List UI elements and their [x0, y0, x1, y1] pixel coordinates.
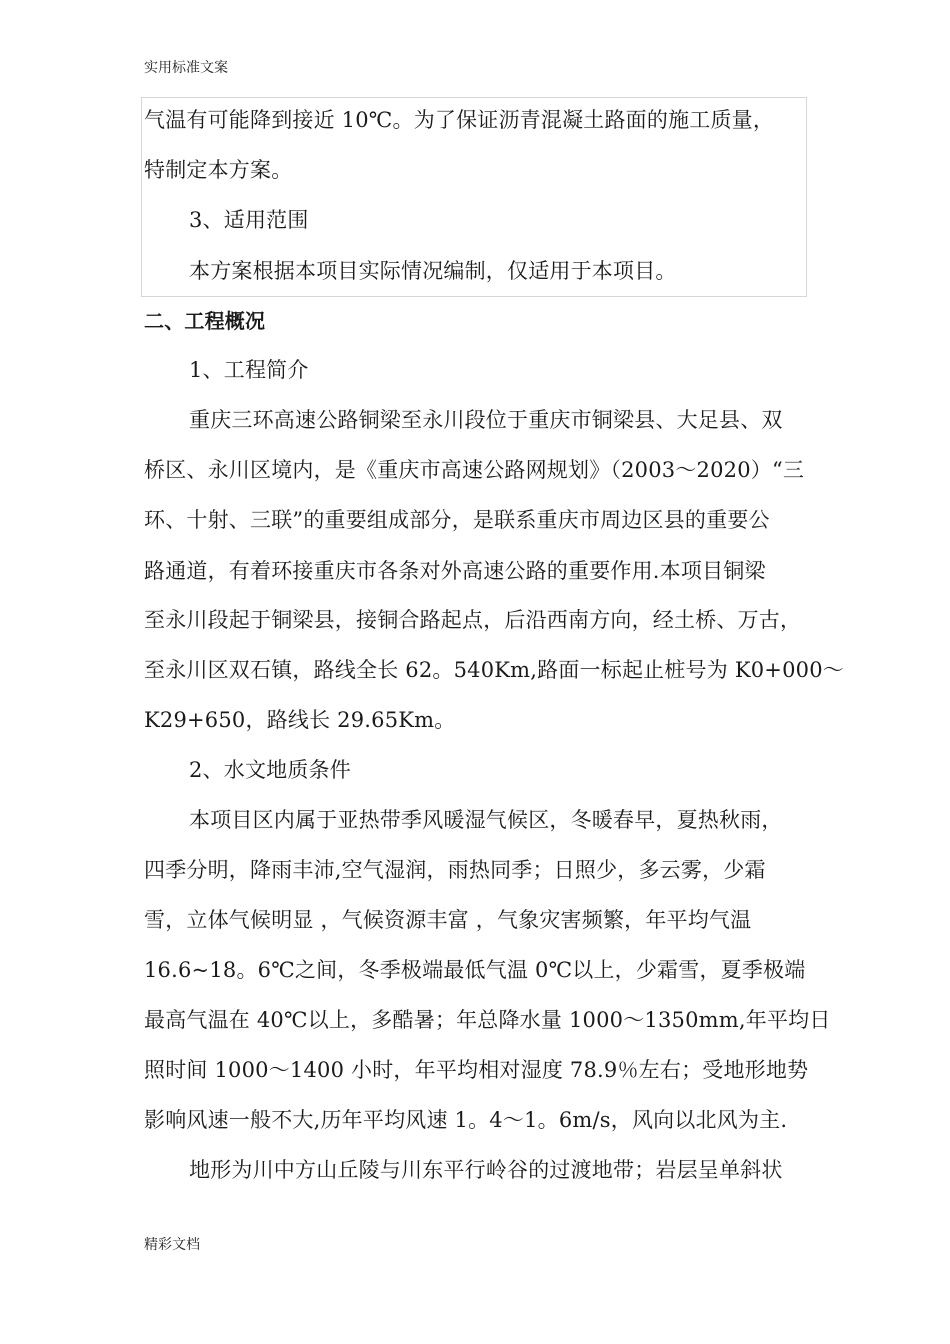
- subsection-title: 1、工程简介: [189, 358, 309, 382]
- paragraph-line: 重庆三环高速公路铜梁至永川段位于重庆市铜梁县、大足县、双: [189, 408, 783, 432]
- paragraph-line: 雪，立体气候明显 ，气候资源丰富 ，气象灾害频繁，年平均气温: [144, 908, 752, 932]
- paragraph-line: 桥区、永川区境内，是《重庆市高速公路网规划》（2003～2020）“三: [144, 458, 805, 482]
- paragraph-line: 特制定本方案。: [144, 158, 293, 182]
- page-footer: 精彩文档: [144, 1237, 200, 1253]
- paragraph-line: 气温有可能降到接近 10℃。为了保证沥青混凝土路面的施工质量，: [144, 108, 775, 132]
- paragraph-line: 四季分明，降雨丰沛,空气湿润，雨热同季；日照少，多云雾，少霜: [144, 858, 766, 882]
- subsection-title-scope: 3、适用范围: [189, 208, 309, 232]
- paragraph-line: 最高气温在 40℃以上，多酷暑；年总降水量 1000～1350mm,年平均日: [144, 1008, 831, 1032]
- paragraph-line: 至永川段起于铜梁县，接铜合路起点，后沿西南方向，经土桥、万古，: [144, 608, 802, 632]
- paragraph-line: 地形为川中方山丘陵与川东平行岭谷的过渡地带；岩层呈单斜状: [189, 1158, 783, 1182]
- paragraph-line: 环、十射、三联”的重要组成部分，是联系重庆市周边区县的重要公: [144, 508, 770, 532]
- paragraph-line: 16.6~18。6℃之间，冬季极端最低气温 0℃以上，少霜雪，夏季极端: [144, 958, 806, 982]
- paragraph-line: 至永川区双石镇，路线全长 62。540Km,路面一标起止桩号为 K0+000～: [144, 658, 844, 682]
- section-heading: 二、工程概况: [144, 309, 266, 333]
- paragraph-line: 本方案根据本项目实际情况编制，仅适用于本项目。: [189, 259, 677, 283]
- paragraph-line: K29+650，路线长 29.65Km。: [144, 708, 456, 732]
- subsection-title: 2、水文地质条件: [189, 758, 351, 782]
- paragraph-line: 影响风速一般不大,历年平均风速 1。4～1。6m/s，风向以北风为主.: [144, 1108, 788, 1132]
- paragraph-line: 路通道，有着环接重庆市各条对外高速公路的重要作用.本项目铜梁: [144, 559, 766, 583]
- page-header: 实用标准文案: [144, 60, 228, 76]
- paragraph-line: 照时间 1000～1400 小时，年平均相对湿度 78.9％左右；受地形地势: [144, 1058, 809, 1082]
- paragraph-line: 本项目区内属于亚热带季风暖湿气候区，冬暖春早，夏热秋雨，: [189, 808, 783, 832]
